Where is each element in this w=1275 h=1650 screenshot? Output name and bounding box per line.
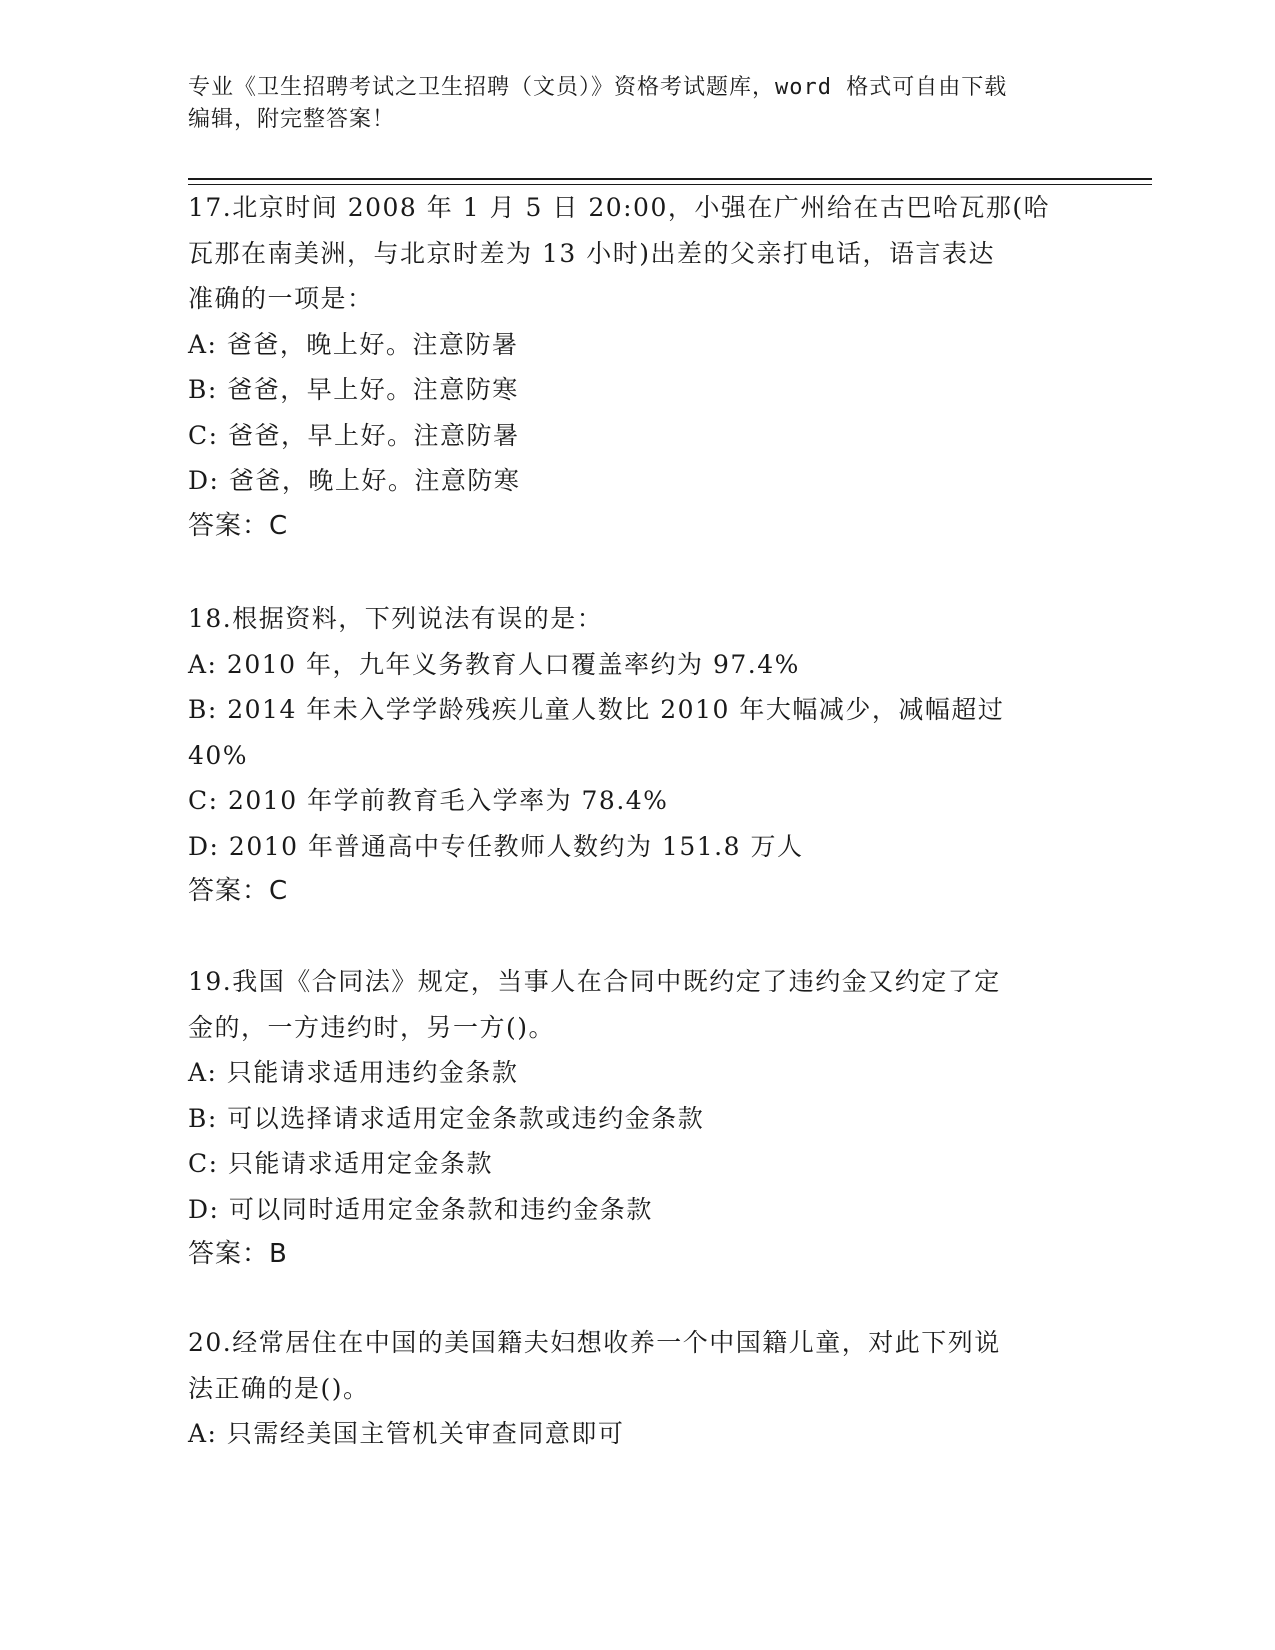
question-text: 18.根据资料，下列说法有误的是： (188, 604, 604, 633)
option-c: C: 2010 年学前教育毛入学率为 78.4% (188, 786, 669, 815)
question-text: 瓦那在南美洲，与北京时差为 13 小时)出差的父亲打电话，语言表达 (188, 238, 995, 268)
option-c: C: 只能请求适用定金条款 (188, 1149, 493, 1178)
option-c: C: 爸爸，早上好。注意防暑 (188, 420, 520, 450)
question-text: 准确的一项是： (188, 284, 374, 313)
question-17 (188, 185, 1088, 549)
answer-label: 答案：B (188, 1239, 288, 1269)
option-d: D: 2010 年普通高中专任教师人数约为 151.8 万人 (188, 831, 804, 861)
question-text: 法正确的是()。 (188, 1373, 370, 1403)
header-line-1: 专业《卫生招聘考试之卫生招聘（文员）》资格考试题库，word 格式可自由下载 (188, 75, 1008, 100)
answer-label: 答案：C (188, 510, 289, 541)
option-d: D: 可以同时适用定金条款和违约金条款 (188, 1194, 653, 1224)
question-text: 金的，一方违约时，另一方()。 (188, 1012, 556, 1042)
option-a: A: 只能请求适用违约金条款 (188, 1058, 519, 1087)
question-text: 19.我国《合同法》规定，当事人在合同中既约定了违约金又约定了定 (188, 967, 1001, 996)
option-a: A: 只需经美国主管机关审查同意即可 (188, 1419, 625, 1448)
question-20 (188, 1320, 1088, 1457)
option-a: A: 2010 年，九年义务教育人口覆盖率约为 97.4% (188, 649, 800, 679)
option-b: B: 爸爸，早上好。注意防寒 (188, 375, 519, 404)
answer-label: 答案：C (188, 876, 289, 906)
question-text: 20.经常居住在中国的美国籍夫妇想收养一个中国籍儿童，对此下列说 (188, 1328, 1001, 1357)
question-18 (188, 596, 1088, 915)
document-header (188, 72, 1088, 136)
header-line-2: 编辑，附完整答案！ (188, 107, 396, 132)
option-b: B: 可以选择请求适用定金条款或违约金条款 (188, 1103, 705, 1133)
header-divider-thick (188, 178, 1152, 180)
question-19 (188, 959, 1088, 1278)
option-b-continued: 40% (188, 740, 249, 770)
question-text: 17.北京时间 2008 年 1 月 5 日 20:00，小强在广州给在古巴哈瓦那(哈 (188, 193, 1051, 222)
option-a: A: 爸爸，晚上好。注意防暑 (188, 329, 519, 359)
option-b: B: 2014 年未入学学龄残疾儿童人数比 2010 年大幅减少，减幅超过 (188, 695, 1005, 724)
option-d: D: 爸爸，晚上好。注意防寒 (188, 466, 521, 495)
